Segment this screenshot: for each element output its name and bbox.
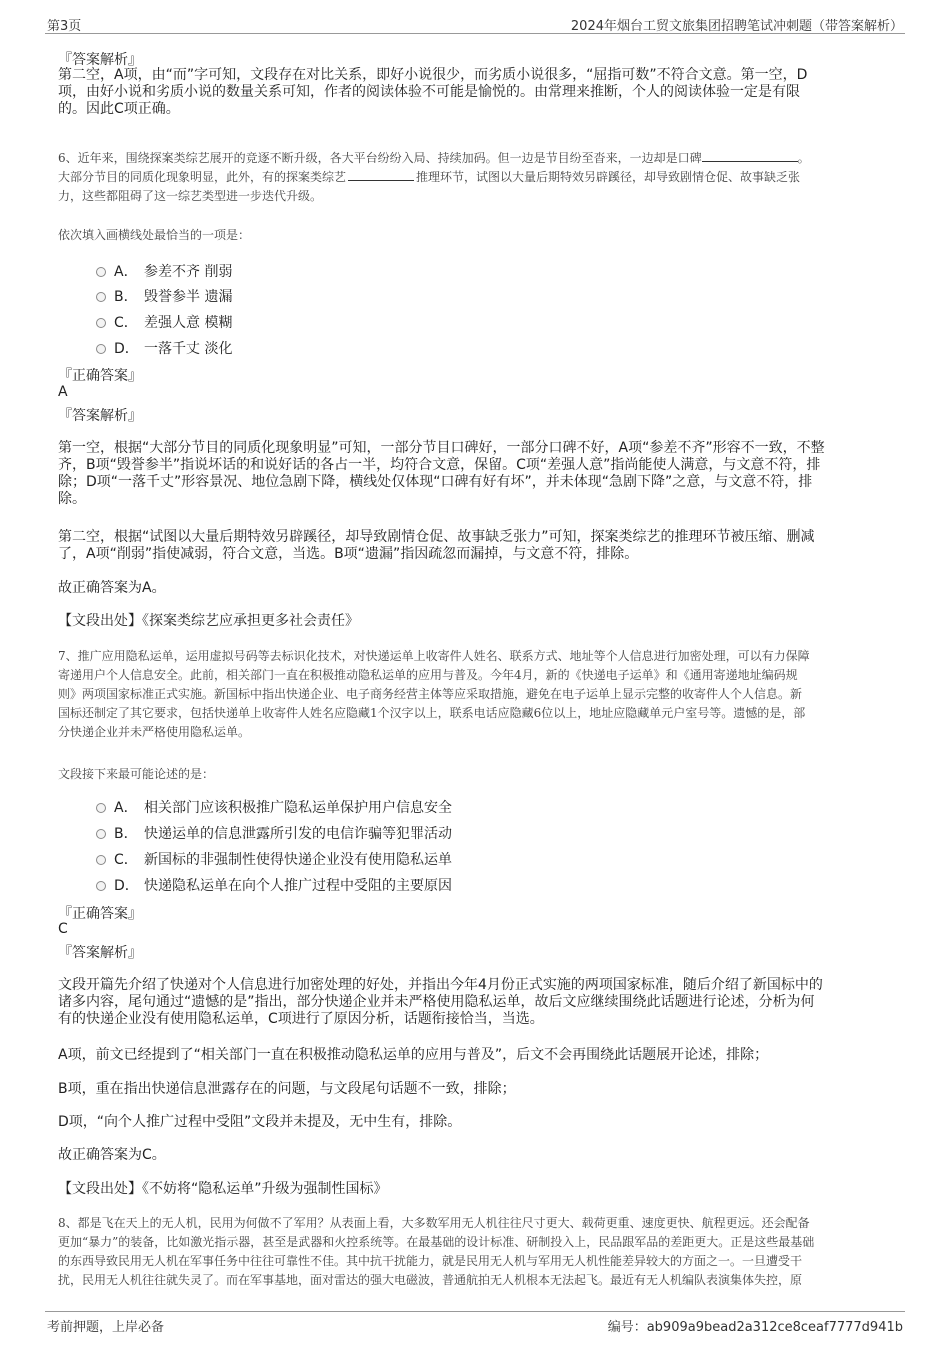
q6-question [58,149,884,206]
radio-icon[interactable] [96,881,106,891]
q6-option-b[interactable]: B． 毁誉参半 遗漏 [96,286,232,306]
q7-analysis-title: 『答案解析』 [58,945,142,961]
page-header [45,14,905,34]
q5-analysis-line: 第二空，A项，由“而”字可知，文段存在对比关系，即好小说很少，而劣质小说很多，“屈指可数”不符合文意。第一空，D [58,67,808,83]
q6-blank-2 [348,169,414,181]
q6-option-d[interactable]: D． 一落千丈 淡化 [96,338,232,358]
radio-icon[interactable] [96,855,106,865]
document-id: 编号：ab909a9bead2a312ce8ceaf7777d941b [607,1320,903,1335]
q6-line-2: 大部分节目的同质化现象明显，此外，有的探案类综艺 推理环节，试图以大量后期特效另辟蹊径，却导致剧情仓促、故事缺乏张 [58,170,801,184]
radio-icon[interactable] [96,803,106,813]
q6-analysis-p1: 第一空，根据“大部分节目的同质化现象明显”可知，一部分节目口碑好，一部分口碑不好，A项“参差不齐”形容不一致，不整 齐，B项“毁誉参半”指说坏话的和说好话的各占一半，均符合文意，保留。C项“差强人意”指尚能使人满意，与文意不符，排 除；D项“一落千丈”形容景况、地位急剧下降，横线处仅体现“口碑有好有坏”，并未体现“急剧下降”之意，与文意不符，排 除。 [58,440,825,507]
q7-analysis-a: A项，前文已经提到了“相关部门一直在积极推动隐私运单的应用与普及”，后文不会再围绕此话题展开论述，排除； [58,1047,769,1063]
source-label: 【文段出处】 [58,1181,142,1197]
q6-option-a[interactable]: A． 参差不齐 削弱 [96,261,232,281]
q5-analysis-line: 项，由好小说和劣质小说的数量关系可知，作者的阅读体验不可能是愉悦的。由常理来推断，个人的阅读体验一定是有限 [58,84,800,100]
page-number: 第3页 [47,19,82,34]
q6-option-c[interactable]: C． 差强人意 模糊 [96,312,232,332]
q5-analysis-title: 『答案解析』 [58,52,142,68]
q6-blank-1 [702,150,798,162]
q6-prompt: 依次填入画横线处最恰当的一项是： [58,228,251,242]
q7-source [58,1181,888,1198]
q7-option-d[interactable]: D． 快递隐私运单在向个人推广过程中受阻的主要原因 [96,875,452,895]
radio-icon[interactable] [96,344,106,354]
q6-conclusion: 故正确答案为A。 [58,580,166,596]
source-title: 《不妨将“隐私运单”升级为强制性国标》 [142,1181,388,1197]
document-title: 2024年烟台工贸文旅集团招聘笔试冲刺题（带答案解析） [570,19,903,34]
q7-prompt: 文段接下来最可能论述的是： [58,767,215,781]
q6-answer: A [58,384,68,400]
q6-analysis-title: 『答案解析』 [58,408,142,424]
q5-analysis [58,67,888,118]
q7-answer: C [58,921,68,937]
q7-conclusion: 故正确答案为C。 [58,1147,166,1163]
q7-option-b[interactable]: B． 快递运单的信息泄露所引发的电信诈骗等犯罪活动 [96,823,452,843]
radio-icon[interactable] [96,318,106,328]
q6-answer-title: 『正确答案』 [58,368,142,384]
source-title: 《探案类综艺应承担更多社会责任》 [142,613,359,629]
q6-analysis-p2: 第二空，根据“试图以大量后期特效另辟蹊径，却导致剧情仓促、故事缺乏张力”可知，探案类综艺的推理环节被压缩、删减 了，A项“削弱”指使减弱，符合文意，当选。B项“遗漏”指因疏忽而漏掉，与文意不符，排除。 [58,529,815,562]
footer-slogan: 考前押题，上岸必备 [47,1320,165,1335]
q7-analysis-d: D项，“向个人推广过程中受阻”文段并未提及，无中生有，排除。 [58,1114,462,1130]
q7-option-c[interactable]: C． 新国标的非强制性使得快递企业没有使用隐私运单 [96,849,452,869]
q6-line-3: 力，这些都阻碍了这一综艺类型进一步迭代升级。 [58,189,323,203]
radio-icon[interactable] [96,292,106,302]
q7-option-a[interactable]: A． 相关部门应该积极推广隐私运单保护用户信息安全 [96,797,452,817]
source-label: 【文段出处】 [58,613,142,629]
radio-icon[interactable] [96,267,106,277]
q6-line-1: 6、近年来，围绕探案类综艺展开的竞逐不断升级，各大平台纷纷入局、持续加码。但一边是节目纷至沓来，一边却是口碑 。 [58,151,810,165]
q7-analysis-p1: 文段开篇先介绍了快递对个人信息进行加密处理的好处，并指出今年4月份正式实施的两项国家标准，随后介绍了新国标中的 诸多内容，尾句通过“遗憾的是”指出，部分快递企业并未严格使用隐私运单，故后文应继续围绕此话题进行论述，分析为何 有的快递企业没有使用隐私运单，C项进行了原因分析，话题衔接恰当，当选。 [58,977,823,1027]
q7-question: 7、推广应用隐私运单，运用虚拟号码等去标识化技术，对快递运单上收寄件人姓名、联系方式、地址等个人信息进行加密处理，可以有力保障 寄递用户个人信息安全。此前，相关部门一直在积极推动隐私运单的应用与普及。今年4月，新的《快递电子运单》和《通用寄递地址编码规 则》两项国家标准正式实施。新国标中指出快递企业、电子商务经营主体等应采取措施，避免在电子运单上显示完整的收寄件人个人信息。新 国标还制定了其它要求，包括快递单上收寄件人姓名应隐藏1个汉字以上，联系电话应隐藏6位以上，地址应隐藏单元户室号等。遗憾的是，部 分快递企业并未严格使用隐私运单。 [58,649,810,739]
q8-question: 8、都是飞在天上的无人机，民用为何做不了军用？从表面上看，大多数军用无人机往往尺寸更大、载荷更重、速度更快、航程更远。还会配备 更加“暴力”的装备，比如激光指示器，甚至是武器和火控系统等。在最基础的设计标准、研制投入上，民品跟军品的差距更大。正是这些最基础 的东西导致民用无人机在军事任务中往往可靠性不佳。其中抗干扰能力，就是民用无人机与军用无人机性能差异较大的方面之一。一旦遭受干 扰，民用无人机往往就失灵了。而在军事基地，面对雷达的强大电磁波，普通航拍无人机根本无法起飞。最近有无人机编队表演集体失控，原 [58,1216,815,1287]
q7-analysis-b: B项，重在指出快递信息泄露存在的问题，与文段尾句话题不一致，排除； [58,1081,516,1097]
page-footer [45,1311,905,1335]
q7-answer-title: 『正确答案』 [58,906,142,922]
q6-source [58,613,888,630]
q5-analysis-line: 的。因此C项正确。 [58,101,180,117]
radio-icon[interactable] [96,829,106,839]
